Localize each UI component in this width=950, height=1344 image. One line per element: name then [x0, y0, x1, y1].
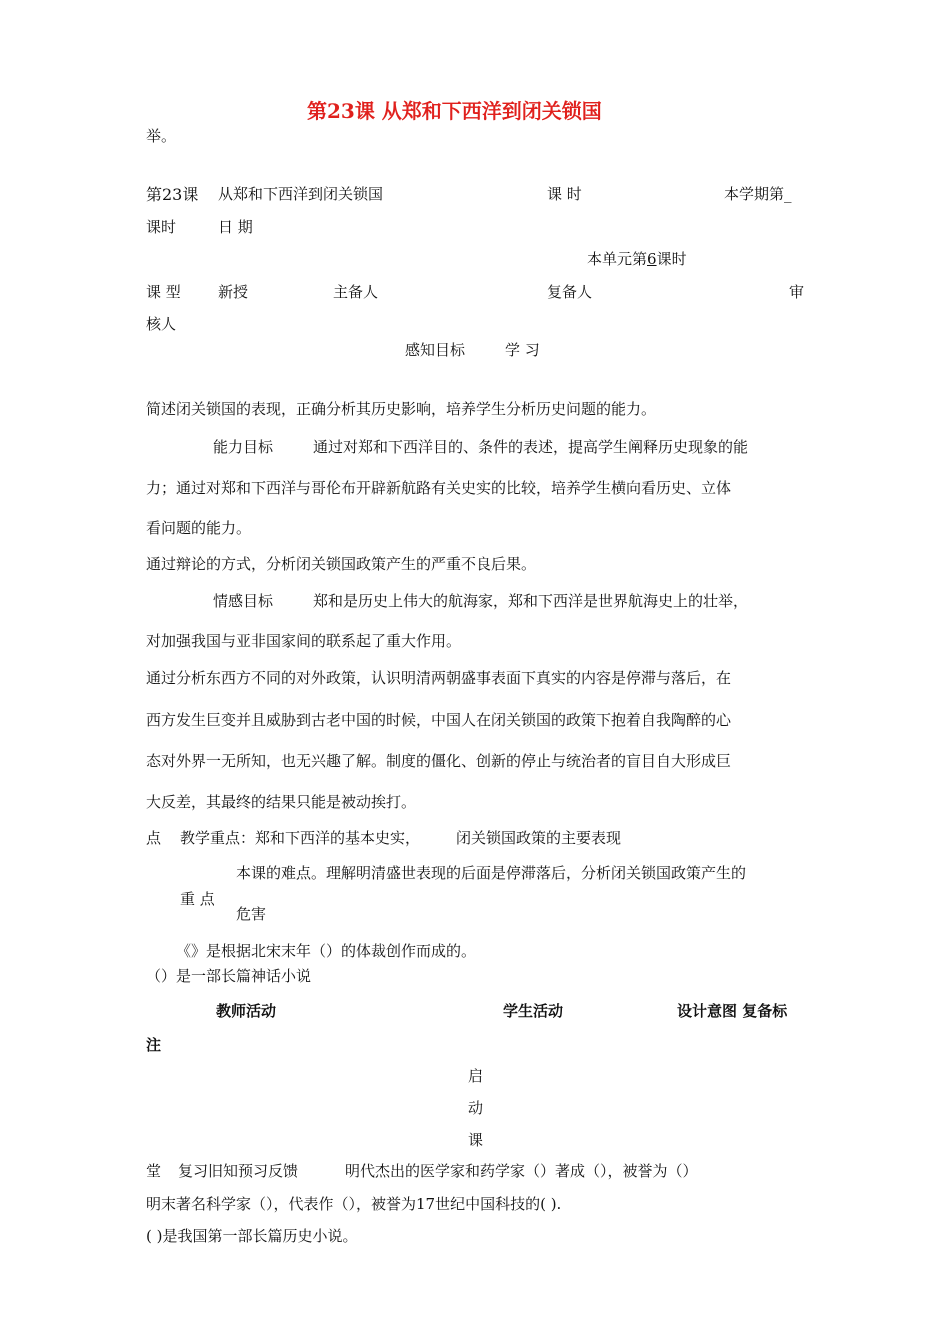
unit-suffix: 课时: [656, 250, 687, 268]
unit-period: [587, 252, 687, 267]
difficulty-line-1: 本课的难点。理解明清盛世表现的后面是停滞落后，分析闭关锁国政策产生的: [236, 864, 747, 882]
ability-line-2: 力；通过对郑和下西洋与哥伦布开辟新航路有关史实的比较，培养学生横向看历史、立体: [146, 479, 732, 497]
analysis-line-4: 大反差，其最终的结果只能是被动挨打。: [146, 793, 417, 811]
question-3: 明代杰出的医学家和药学家（）著成（），被誉为（）: [345, 1162, 698, 1180]
emotion-label: 情感目标: [213, 592, 274, 610]
focus-text: 教学重点：郑和下西洋的基本史实，: [180, 829, 421, 847]
date-label: 日 期: [218, 218, 253, 236]
preparer-label: 主备人: [333, 283, 379, 301]
text-fragment: 举。: [146, 127, 177, 145]
student-activity-header: 学生活动: [503, 1002, 564, 1020]
note-header: 注: [146, 1036, 162, 1054]
type-label: 课 型: [146, 283, 181, 301]
question-5: ( )是我国第一部长篇历史小说。: [146, 1227, 358, 1245]
focus-tail: 闭关锁国政策的主要表现: [456, 829, 622, 847]
study-label: 学 习: [505, 341, 540, 359]
period-label: 课 时: [547, 185, 582, 203]
semester-label: 本学期第_: [724, 185, 792, 203]
analysis-line-3: 态对外界一无所知，也无兴趣了解。制度的僵化、创新的停止与统治者的盲目自大形成巨: [146, 752, 732, 770]
page-title: 第23课 从郑和下西洋到闭关锁国: [307, 99, 602, 123]
difficulty-line-2: 危害: [236, 905, 267, 923]
question-1: 《》是根据北宋末年（）的体裁创作而成的。: [176, 942, 477, 960]
copreparer-label: 复备人: [547, 283, 593, 301]
unit-prefix: 本单元第: [587, 250, 648, 268]
review-label: 复习旧知预习反馈: [178, 1162, 299, 1180]
emotion-line-2: 对加强我国与亚非国家间的联系起了重大作用。: [146, 632, 462, 650]
teacher-activity-header: 教师活动: [216, 1002, 277, 1020]
zhongdian-label: 重 点: [180, 890, 215, 908]
review-label-2: 核人: [146, 315, 177, 333]
unit-number: 6: [647, 250, 657, 268]
lesson-label: 第23课: [146, 185, 199, 204]
ability-line-1: 通过对郑和下西洋目的、条件的表述，提高学生阐释历史现象的能: [313, 438, 749, 456]
perception-text: 简述闭关锁国的表现，正确分析其历史影响，培养学生分析历史问题的能力。: [146, 400, 657, 418]
debate-text: 通过辩论的方式，分析闭关锁国政策产生的严重不良后果。: [146, 555, 537, 573]
ability-label: 能力目标: [213, 438, 274, 456]
vertical-label-char: 动: [468, 1099, 484, 1117]
review-label-1: 审: [789, 283, 805, 301]
ability-line-3: 看问题的能力。: [146, 519, 252, 537]
vertical-label-char: 启: [468, 1067, 484, 1085]
question-2: （）是一部长篇神话小说: [146, 967, 312, 985]
question-4: 明末著名科学家（），代表作（），被誉为17世纪中国科技的( ).: [146, 1195, 562, 1213]
emotion-line-1: 郑和是历史上伟大的航海家，郑和下西洋是世界航海史上的壮举，: [313, 592, 749, 610]
analysis-line-2: 西方发生巨变并且威胁到古老中国的时候，中国人在闭关锁国的政策下抱着自我陶醉的心: [146, 711, 732, 729]
lesson-name: 从郑和下西洋到闭关锁国: [218, 185, 384, 203]
period-suffix: 课时: [146, 218, 177, 236]
vertical-label-char: 课: [468, 1131, 484, 1149]
design-intent-header: 设计意图 复备标: [677, 1002, 788, 1020]
perception-label: 感知目标: [405, 341, 466, 359]
point-char: 点: [146, 829, 162, 847]
analysis-line-1: 通过分析东西方不同的对外政策，认识明清两朝盛事表面下真实的内容是停滞与落后，在: [146, 669, 732, 687]
tang-char: 堂: [146, 1162, 162, 1180]
type-value: 新授: [218, 283, 249, 301]
